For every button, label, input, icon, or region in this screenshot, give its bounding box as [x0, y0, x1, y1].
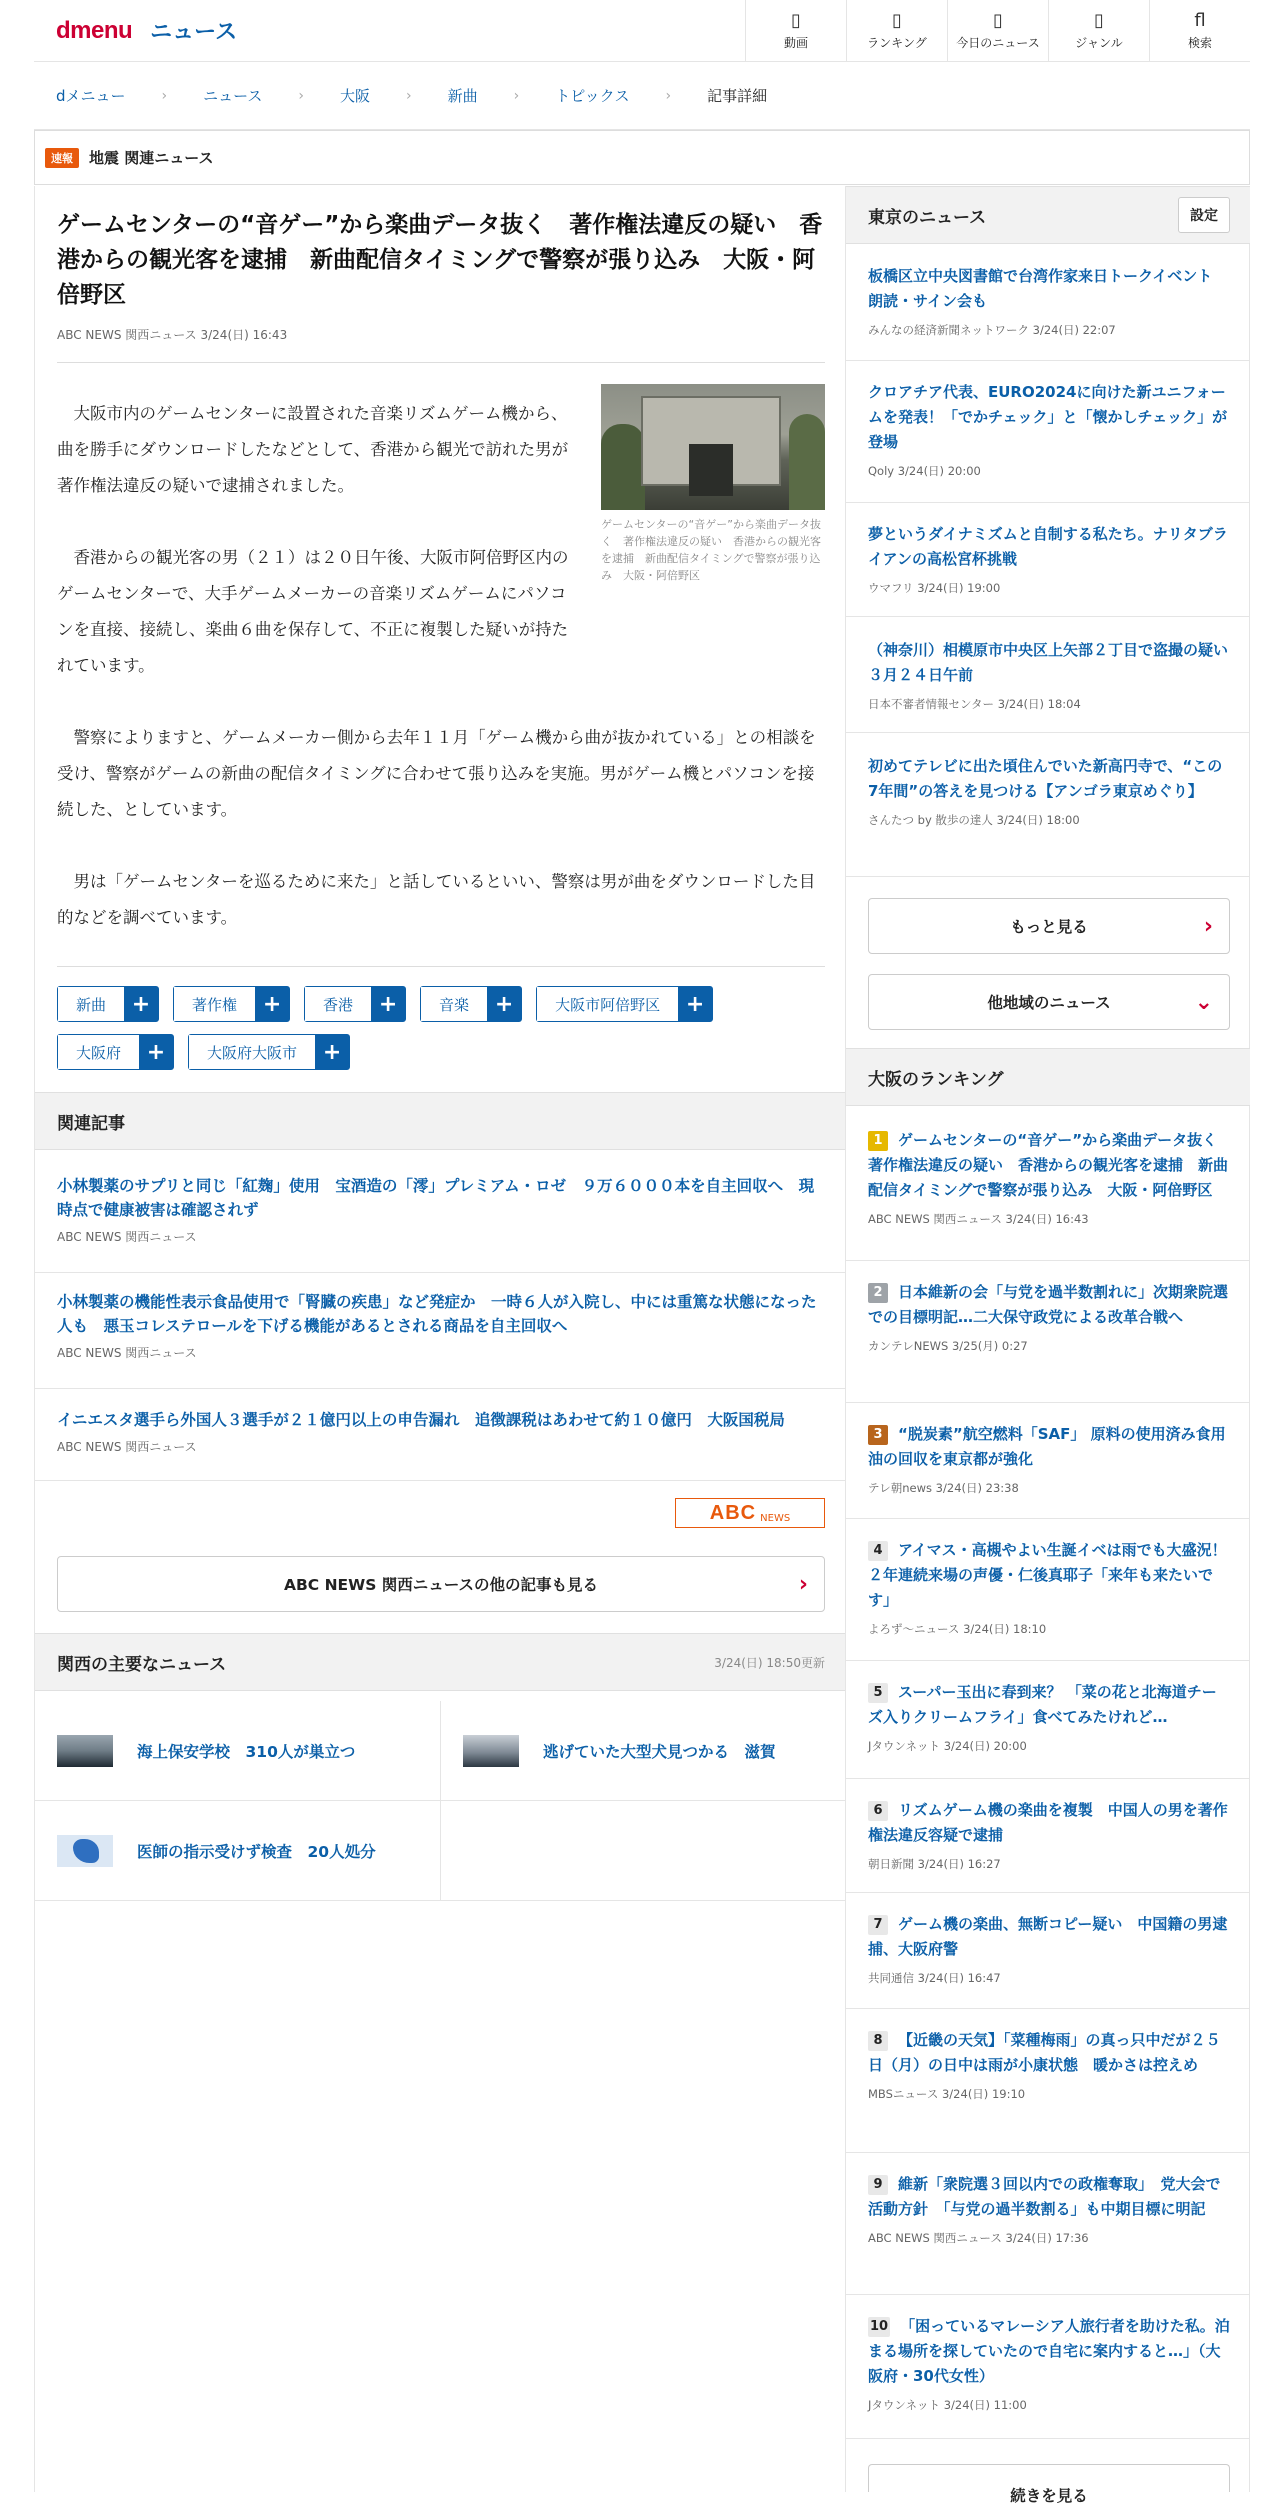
tag-label[interactable]: 音楽 — [421, 987, 487, 1021]
ranking-meta: Jタウンネット 3/24(日) 20:00 — [868, 1739, 1027, 1753]
kansai-updated: 3/24(日) 18:50更新 — [714, 1655, 825, 1670]
tag-list — [57, 986, 825, 1070]
chevron-right-icon: › — [665, 87, 672, 104]
plus-icon[interactable]: + — [371, 987, 405, 1021]
other-region-button[interactable] — [868, 974, 1230, 1030]
kansai-item-title[interactable]: 逃げていた大型犬見つかる 滋賀 — [543, 1742, 776, 1761]
rank-badge: 9 — [868, 2175, 888, 2195]
ranking-title[interactable] — [868, 1798, 1230, 1848]
ranking-title-text[interactable]: リズムゲーム機の楽曲を複製 中国人の男を著作権法違反容疑で逮捕 — [868, 1801, 1228, 1844]
divider — [57, 362, 825, 363]
settings-button[interactable]: 設定 — [1178, 197, 1230, 233]
nav-label: 動画 — [783, 35, 808, 50]
chevron-right-icon: › — [298, 87, 305, 104]
today-news-icon: ▯ — [993, 9, 1003, 31]
kansai-item-title[interactable]: 海上保安学校 310人が巣立つ — [137, 1742, 356, 1761]
article-paragraph: 香港からの観光客の男（２１）は２０日午後、大阪市阿倍野区内のゲームセンターで、大手ゲームメーカーの音楽リズムゲームにパソコンを直接、接続し、楽曲６曲を保存して、不正に複製した疑いが持たれています。 — [57, 548, 569, 675]
tag-item[interactable] — [304, 986, 406, 1022]
rank-badge: 4 — [868, 1541, 888, 1561]
ranking-item[interactable] — [868, 1912, 1230, 1986]
breadcrumb-osaka[interactable]: 大阪 — [340, 87, 371, 105]
breadcrumb-news[interactable]: ニュース — [203, 87, 263, 105]
ranking-item[interactable] — [868, 2314, 1230, 2413]
plus-icon[interactable]: + — [255, 987, 289, 1021]
ranking-title-text[interactable]: スーパー玉出に春到来？ 「菜の花と北海道チーズ入りクリームフライ」食べてみたけれど… — [868, 1683, 1217, 1726]
ranking-item[interactable] — [868, 1680, 1230, 1754]
ranking-more-button[interactable] — [868, 2464, 1230, 2505]
kansai-item-title[interactable]: 医師の指示受けず検査 20人処分 — [137, 1842, 376, 1861]
ranking-title-text[interactable]: 【近畿の天気】「菜種梅雨」の真っ只中だが２５日（月）の日中は雨が小康状態 暖かさは控えめ — [868, 2031, 1221, 2074]
tokyo-heading — [846, 186, 1250, 244]
article-title: ゲームセンターの“音ゲー”から楽曲データ抜く 著作権法違反の疑い 香港からの観光客を逮捕 新曲配信タイミングで警察が張り込み 大阪・阿倍野区 — [57, 212, 823, 308]
dmenu-logo[interactable]: dmenu — [56, 16, 133, 44]
rank-badge: 3 — [868, 1425, 888, 1445]
article-paragraph: 警察によりますと、ゲームメーカー側から去年１１月「ゲーム機から曲が抜かれている」との相談を受け、警察がゲームの新曲の配信タイミングに合わせて張り込みを実施。男がゲーム機とパソコンを接続した、としています。 — [57, 728, 816, 819]
news-logo[interactable]: ニュース — [150, 20, 238, 45]
breaking-alert-bar[interactable] — [34, 130, 1250, 185]
tag-label[interactable]: 大阪府大阪市 — [189, 1035, 315, 1069]
chevron-right-icon: › — [798, 1571, 808, 1597]
related-title[interactable]: イニエスタ選手ら外国人３選手が２１億円以上の申告漏れ 追徴課税はあわせて約１０億円 大阪国税局 — [57, 1411, 785, 1429]
divider — [57, 966, 825, 967]
tokyo-news-meta: 日本不審者情報センター 3/24(日) 18:04 — [868, 697, 1081, 711]
nav-video-button[interactable] — [745, 0, 846, 62]
ranking-title-text[interactable]: アイマス・高槻やよい生誕イベは雨でも大盛況！２年連続来場の声優・仁後真耶子「来年も来たいです」 — [868, 1541, 1227, 1609]
kansai-empty-cell — [440, 1801, 845, 1901]
tokyo-news-item[interactable] — [868, 638, 1244, 712]
ranking-title-text[interactable]: ゲーム機の楽曲、無断コピー疑い 中国籍の男逮捕、大阪府警 — [868, 1915, 1228, 1958]
ranking-title-text[interactable]: “脱炭素”航空燃料「SAF」 原料の使用済み食用油の回収を東京都が強化 — [868, 1425, 1226, 1468]
chevron-right-icon: › — [406, 87, 412, 104]
related-meta: ABC NEWS 関西ニュース — [57, 1230, 197, 1244]
nav-today-news-button[interactable] — [947, 0, 1048, 62]
related-item[interactable] — [57, 1290, 825, 1361]
abc-news-logo[interactable] — [675, 1498, 825, 1528]
header-nav — [745, 0, 1250, 62]
news-thumbnail[interactable] — [57, 1835, 113, 1867]
ranking-more-label: 続きを見る — [1010, 2487, 1088, 2505]
ranking-meta: Jタウンネット 3/24(日) 11:00 — [868, 2398, 1027, 2412]
tag-item[interactable] — [188, 1034, 350, 1070]
rank-badge: 8 — [868, 2031, 888, 2051]
ranking-item[interactable] — [868, 1422, 1230, 1496]
chevron-right-icon: › — [513, 87, 520, 104]
breadcrumb-current: 記事詳細 — [707, 87, 768, 105]
video-icon: ▯ — [791, 9, 801, 31]
ranking-title[interactable] — [868, 2028, 1230, 2078]
tokyo-more-button[interactable] — [868, 898, 1230, 954]
more-abc-label: ABC NEWS 関西ニュースの他の記事も見る — [283, 1576, 599, 1594]
ranking-item[interactable] — [868, 1128, 1233, 1227]
tag-label[interactable]: 香港 — [305, 987, 371, 1021]
tokyo-heading-text: 東京のニュース — [868, 207, 987, 228]
tag-item[interactable] — [536, 986, 713, 1022]
plus-icon[interactable]: + — [124, 987, 158, 1021]
ranking-title-text[interactable]: 「困っているマレーシア人旅行者を助けた私。泊まる場所を探していたので自宅に案内すると…」（大阪府・30代女性） — [868, 2317, 1230, 2385]
logo[interactable] — [34, 15, 237, 46]
nav-label: ジャンル — [1075, 35, 1123, 50]
ranking-title[interactable] — [868, 1128, 1233, 1203]
nav-ranking-button[interactable] — [846, 0, 947, 62]
plus-icon[interactable]: + — [315, 1035, 349, 1069]
rank-badge: 2 — [868, 1283, 888, 1303]
tag-item[interactable] — [57, 986, 159, 1022]
chevron-right-icon: › — [161, 87, 168, 104]
ranking-meta: カンテレNEWS 3/25(月) 0:27 — [868, 1339, 1028, 1353]
tag-label[interactable]: 新曲 — [58, 987, 124, 1021]
nav-label: ランキング — [867, 35, 927, 50]
news-thumbnail[interactable] — [57, 1735, 113, 1767]
related-title[interactable]: 小林製薬のサプリと同じ「紅麹」使用 宝酒造の「澪」プレミアム・ロゼ ９万６０００本を自主回収へ 現時点で健康被害は確認されず — [57, 1177, 815, 1219]
ranking-meta: 共同通信 3/24(日) 16:47 — [868, 1971, 1001, 1985]
tokyo-news-item[interactable] — [868, 754, 1230, 828]
ranking-icon: ▯ — [892, 9, 902, 31]
article-paragraph: 男は「ゲームセンターを巡るために来た」と話しているといい、警察は男が曲をダウンロードした目的などを調べています。 — [57, 872, 816, 927]
related-title[interactable]: 小林製薬の機能性表示食品使用で「腎臓の疾患」など発症か 一時６人が入院し、中には重篤な状態になった人も 悪玉コレステロールを下げる機能があるとされる商品を自主回収へ — [57, 1293, 817, 1335]
kansai-heading — [35, 1633, 845, 1691]
kansai-item[interactable] — [35, 1701, 440, 1801]
kansai-item[interactable] — [35, 1801, 440, 1901]
rank-badge: 1 — [868, 1131, 888, 1151]
tokyo-news-item[interactable] — [868, 522, 1230, 596]
tokyo-news-title[interactable]: 初めてテレビに出た頃住んでいた新高円寺で、“この7年間”の答えを見つける【アンゴラ東京めぐり】 — [868, 757, 1223, 800]
ranking-meta: ABC NEWS 関西ニュース 3/24(日) 16:43 — [868, 1212, 1089, 1226]
tokyo-news-meta: さんたつ by 散歩の達人 3/24(日) 18:00 — [868, 813, 1080, 827]
news-thumbnail[interactable] — [463, 1735, 519, 1767]
ranking-title-text[interactable]: 日本維新の会「与党を過半数割れに」次期衆院選での目標明記…二大保守政党による改革合戦へ — [868, 1283, 1229, 1326]
rank-badge: 6 — [868, 1801, 888, 1821]
tokyo-news-title[interactable]: 夢というダイナミズムと自制する私たち。ナリタブライアンの高松宮杯挑戦 — [868, 525, 1228, 568]
tokyo-more-label: もっと見る — [1010, 918, 1088, 936]
tag-item[interactable] — [173, 986, 290, 1022]
ranking-item[interactable] — [868, 2172, 1230, 2246]
photo-caption: ゲームセンターの“音ゲー”から楽曲データ抜く 著作権法違反の疑い 香港からの観光客を逮捕 新曲配信タイミングで警察が張り込み 大阪・阿倍野区 — [601, 518, 821, 582]
related-item[interactable] — [57, 1174, 825, 1245]
chevron-down-icon: ⌄ — [1194, 989, 1213, 1015]
breadcrumb-dmenu[interactable]: dメニュー — [56, 87, 126, 105]
related-meta: ABC NEWS 関西ニュース — [57, 1346, 197, 1360]
rank-badge: 10 — [868, 2317, 890, 2337]
breaking-alert-text[interactable]: 地震 関連ニュース — [89, 149, 214, 167]
article-paragraph: 大阪市内のゲームセンターに設置された音楽リズムゲーム機から、曲を勝手にダウンロードしたなどとして、香港から観光で訪れた男が著作権法違反の疑いで逮捕されました。 — [57, 404, 569, 495]
side-column — [846, 186, 1250, 2505]
tokyo-news-item[interactable] — [868, 380, 1230, 479]
ranking-title[interactable] — [868, 2172, 1230, 2222]
genre-icon: ▯ — [1094, 9, 1104, 31]
plus-icon[interactable]: + — [139, 1035, 173, 1069]
ranking-item[interactable] — [868, 2028, 1230, 2102]
ranking-title-text[interactable]: ゲームセンターの“音ゲー”から楽曲データ抜く 著作権法違反の疑い 香港からの観光客を逮捕 新曲配信タイミングで警察が張り込み 大阪・阿倍野区 — [868, 1131, 1233, 1199]
kansai-heading-text: 関西の主要なニュース — [57, 1654, 227, 1675]
tokyo-news-meta: Qoly 3/24(日) 20:00 — [868, 464, 981, 478]
article-meta: ABC NEWS 関西ニュース 3/24(日) 16:43 — [57, 328, 288, 342]
tag-item[interactable] — [420, 986, 522, 1022]
abc-logo-sub: NEWS — [760, 1513, 791, 1524]
search-icon: fl — [1194, 9, 1206, 31]
breadcrumb — [34, 62, 1250, 130]
nav-label: 検索 — [1187, 35, 1212, 50]
ranking-title[interactable] — [868, 1538, 1230, 1613]
article-photo[interactable] — [601, 384, 825, 510]
related-meta: ABC NEWS 関西ニュース — [57, 1440, 197, 1454]
tag-label[interactable]: 大阪市阿倍野区 — [537, 987, 678, 1021]
tokyo-news-item[interactable] — [868, 264, 1230, 338]
other-region-label: 他地域のニュース — [987, 994, 1111, 1012]
nav-search-button[interactable] — [1149, 0, 1250, 62]
ranking-title[interactable] — [868, 1680, 1230, 1730]
plus-icon[interactable]: + — [487, 987, 521, 1021]
related-item[interactable] — [57, 1408, 825, 1455]
breadcrumb-topics[interactable]: トピックス — [555, 87, 630, 105]
rank-badge: 7 — [868, 1915, 888, 1935]
more-abc-articles-button[interactable] — [57, 1556, 825, 1612]
tag-item[interactable] — [57, 1034, 174, 1070]
ranking-title[interactable] — [868, 2314, 1230, 2389]
ranking-item[interactable] — [868, 1280, 1230, 1354]
kansai-grid — [35, 1701, 845, 1901]
kansai-item[interactable] — [440, 1701, 845, 1801]
tokyo-news-title[interactable]: （神奈川）相模原市中央区上矢部２丁目で盗撮の疑い ３月２４日午前 — [868, 641, 1244, 684]
abc-logo-text: ABC — [709, 1501, 757, 1524]
ranking-item[interactable] — [868, 1798, 1230, 1872]
site-header — [34, 0, 1250, 62]
ranking-title[interactable] — [868, 1912, 1230, 1962]
ranking-title-text[interactable]: 維新「衆院選３回以内での政権奪取」 党大会で活動方針 「与党の過半数割る」も中期目標に明記 — [868, 2175, 1221, 2218]
tokyo-news-title[interactable]: クロアチア代表、EURO2024に向けた新ユニフォームを発表！「でかチェック」と「懐かしチェック」が登場 — [868, 383, 1228, 451]
breadcrumb-shinkyoku[interactable]: 新曲 — [447, 87, 478, 105]
rank-badge: 5 — [868, 1683, 888, 1703]
tag-label[interactable]: 著作権 — [174, 987, 255, 1021]
related-heading: 関連記事 — [35, 1092, 845, 1150]
tokyo-news-title[interactable]: 板橋区立中央図書館で台湾作家来日トークイベント 朗読・サイン会も — [868, 267, 1228, 310]
nav-label: 今日のニュース — [956, 35, 1040, 50]
ranking-heading: 大阪のランキング — [846, 1048, 1250, 1106]
ranking-meta: 朝日新聞 3/24(日) 16:27 — [868, 1857, 1001, 1871]
ranking-meta: テレ朝news 3/24(日) 23:38 — [868, 1481, 1019, 1495]
ranking-meta: ABC NEWS 関西ニュース 3/24(日) 17:36 — [868, 2231, 1089, 2245]
ranking-title[interactable] — [868, 1280, 1230, 1330]
ranking-item[interactable] — [868, 1538, 1230, 1637]
main-column — [34, 186, 846, 2492]
ranking-meta: よろず〜ニュース 3/24(日) 18:10 — [868, 1622, 1047, 1636]
nav-genre-button[interactable] — [1048, 0, 1149, 62]
ranking-meta: MBSニュース 3/24(日) 19:10 — [868, 2087, 1026, 2101]
tokyo-news-meta: ウマフリ 3/24(日) 19:00 — [868, 581, 1001, 595]
ranking-title[interactable] — [868, 1422, 1230, 1472]
chevron-right-icon: › — [1203, 913, 1213, 939]
tokyo-news-meta: みんなの経済新聞ネットワーク 3/24(日) 22:07 — [868, 323, 1116, 337]
plus-icon[interactable]: + — [678, 987, 712, 1021]
breaking-badge: 速報 — [45, 148, 79, 168]
tag-label[interactable]: 大阪府 — [58, 1035, 139, 1069]
